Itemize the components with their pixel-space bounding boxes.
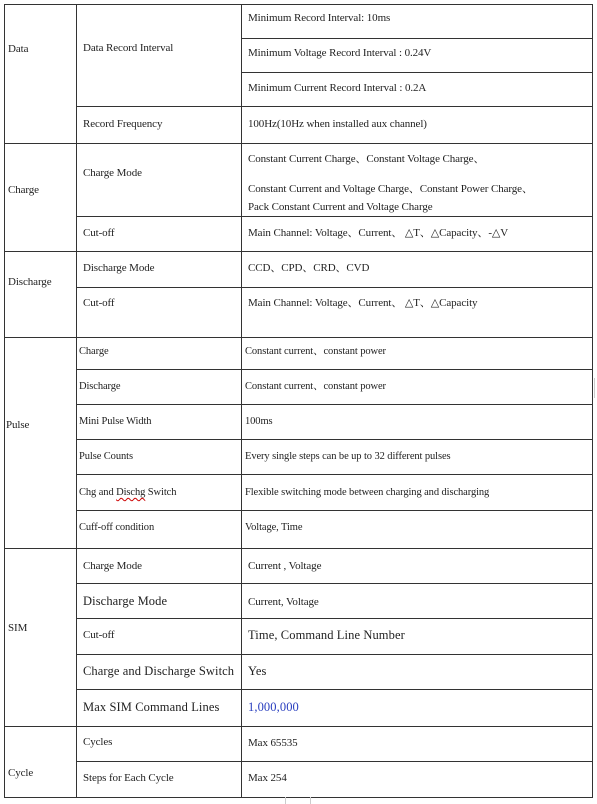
row-name-data-record-interval: Data Record Interval <box>83 42 174 54</box>
row-value-cycles: Max 65535 <box>248 737 298 749</box>
row-name-cycles: Cycles <box>83 736 113 748</box>
row-value-min-record-interval: Minimum Record Interval: 10ms <box>248 12 391 24</box>
row-name-mini-pulse-width: Mini Pulse Width <box>79 416 152 427</box>
row-name-max-sim-lines: Max SIM Command Lines <box>83 700 220 714</box>
row-name-sim-discharge-mode: Discharge Mode <box>83 594 168 608</box>
row-name-sim-charge-mode: Charge Mode <box>83 560 142 572</box>
row-name-pulse-discharge: Discharge <box>79 381 121 392</box>
row-name-sim-switch: Charge and Discharge Switch <box>83 664 235 678</box>
row-name-charge-cutoff: Cut-off <box>83 227 115 239</box>
row-value-sim-cutoff: Time, Command Line Number <box>248 628 405 642</box>
row-value-pulse-discharge: Constant current、constant power <box>245 381 386 392</box>
row-value-chg-dischg-switch: Flexible switching mode between charging and discharging <box>245 487 490 498</box>
row-value-charge-mode-line-1: Constant Current Charge、Constant Voltage Charge、 <box>248 153 485 165</box>
row-name-chg-dischg-switch: Chg and Dischg Switch <box>79 487 177 498</box>
row-value-record-frequency: 100Hz(10Hz when installed aux channel) <box>248 118 427 130</box>
row-name-discharge-cutoff: Cut-off <box>83 297 115 309</box>
row-value-pulse-charge: Constant current、constant power <box>245 346 386 357</box>
row-value-discharge-cutoff: Main Channel: Voltage、Current、 △T、△Capacity <box>248 297 478 309</box>
row-value-charge-mode-line-2: Constant Current and Voltage Charge、Constant Power Charge、 <box>248 183 533 195</box>
row-value-discharge-mode: CCD、CPD、CRD、CVD <box>248 262 370 274</box>
row-name-record-frequency: Record Frequency <box>83 118 163 130</box>
row-name-sim-cutoff: Cut-off <box>83 629 115 641</box>
row-name-cutoff-condition: Cuff-off condition <box>79 522 155 533</box>
section-label-data: Data <box>8 43 29 55</box>
row-value-sim-switch: Yes <box>248 664 267 678</box>
row-value-pulse-counts: Every single steps can be up to 32 different pulses <box>245 451 451 462</box>
row-value-sim-charge-mode: Current , Voltage <box>248 560 322 572</box>
section-label-discharge: Discharge <box>8 276 52 288</box>
row-value-charge-mode-line-3: Pack Constant Current and Voltage Charge <box>248 201 433 213</box>
row-name-pulse-counts: Pulse Counts <box>79 451 133 462</box>
section-label-charge: Charge <box>8 184 39 196</box>
section-label-cycle: Cycle <box>8 767 34 779</box>
row-name-discharge-mode: Discharge Mode <box>83 262 155 274</box>
row-value-min-current-interval: Minimum Current Record Interval : 0.2A <box>248 82 427 94</box>
row-value-sim-discharge-mode: Current, Voltage <box>248 596 319 608</box>
row-value-max-sim-lines: 1,000,000 <box>248 700 299 714</box>
row-value-steps-per-cycle: Max 254 <box>248 772 287 784</box>
row-value-cutoff-condition: Voltage, Time <box>245 522 303 533</box>
row-name-charge-mode: Charge Mode <box>83 167 142 179</box>
section-label-sim: SIM <box>8 622 28 634</box>
row-name-pulse-charge: Charge <box>79 346 109 357</box>
row-value-mini-pulse-width: 100ms <box>245 416 273 427</box>
row-value-min-voltage-interval: Minimum Voltage Record Interval : 0.24V <box>248 47 432 59</box>
spellcheck-underline: Dischg <box>116 487 146 498</box>
section-label-pulse: Pulse <box>6 419 30 431</box>
row-value-charge-cutoff: Main Channel: Voltage、Current、 △T、△Capacity、-△V <box>248 227 509 239</box>
row-name-steps-per-cycle: Steps for Each Cycle <box>83 772 174 784</box>
